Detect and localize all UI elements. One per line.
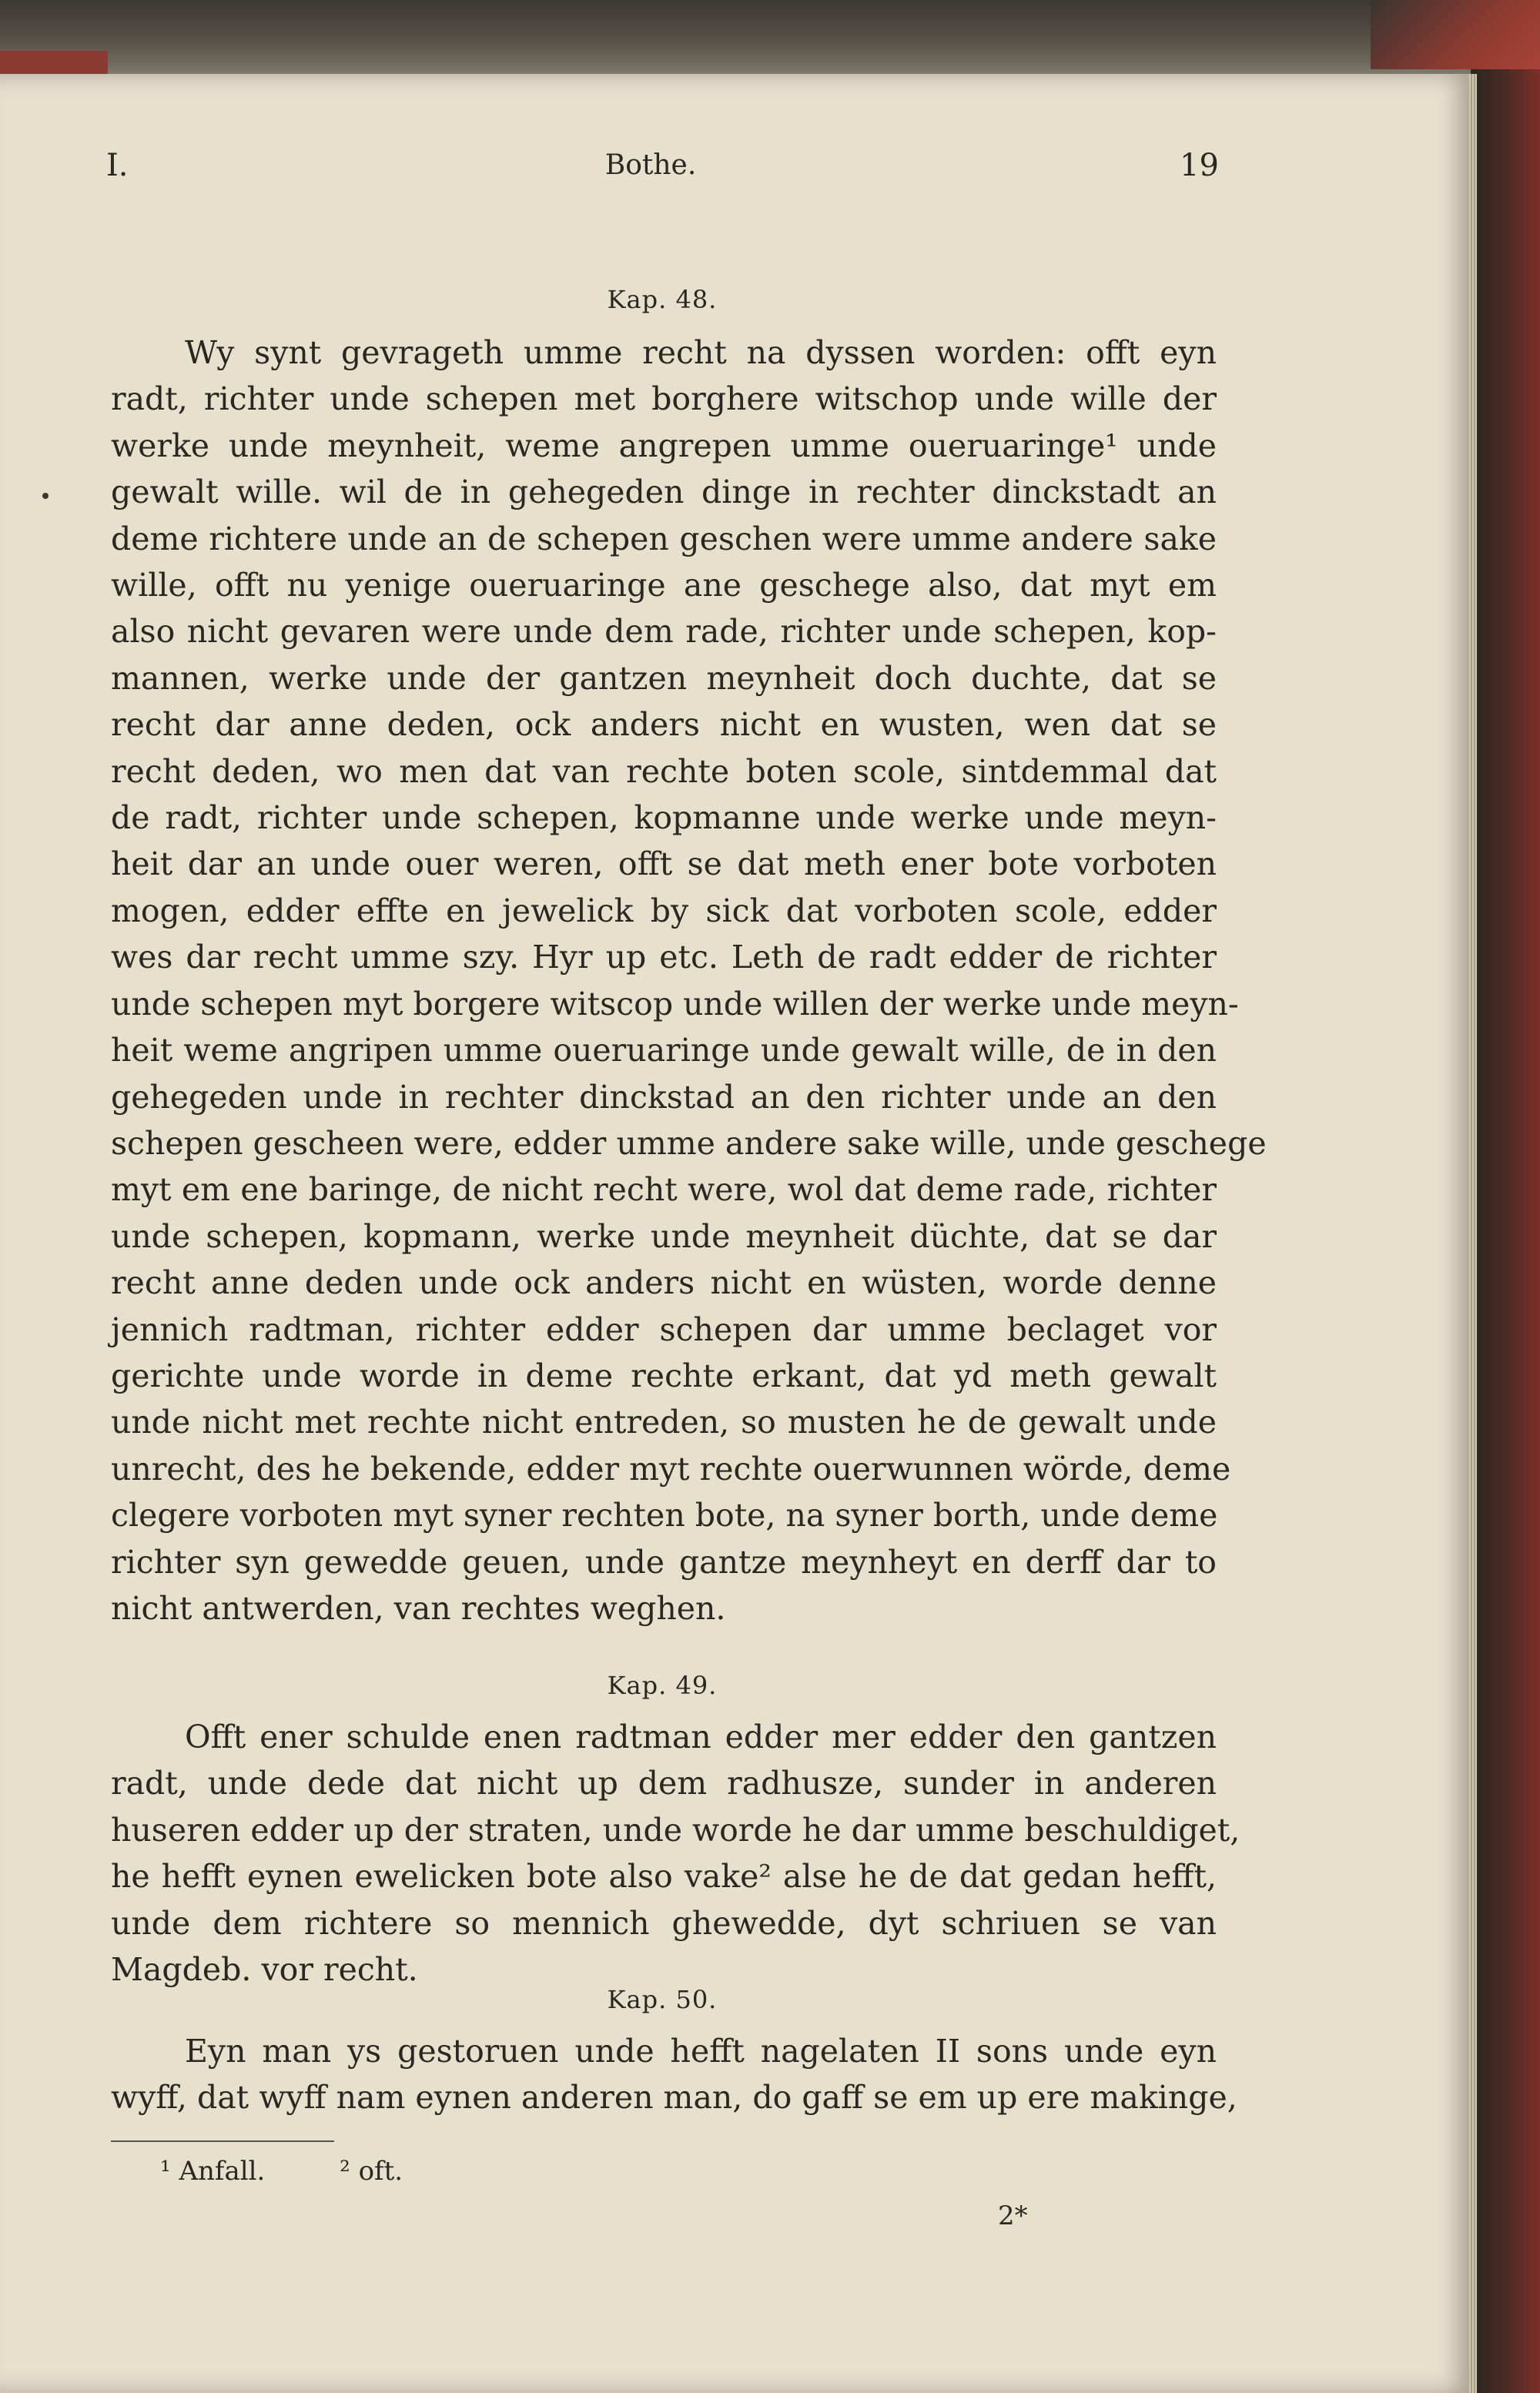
- text-line: unrecht, des he bekende, edder myt rechte ouerwunnen wörde, deme: [111, 1450, 1231, 1488]
- footnote-rule: [111, 2140, 334, 2142]
- running-head-part: I.: [106, 148, 129, 183]
- text-line: mogen, edder effte en jewelick by sick dat vorboten scole, edder: [111, 892, 1217, 929]
- text-line: gerichte unde worde in deme rechte erkant, dat yd meth gewalt: [111, 1357, 1217, 1394]
- text-line: jennich radtman, richter edder schepen dar umme beclaget vor: [111, 1310, 1217, 1348]
- footnote: ¹ Anfall.: [160, 2156, 266, 2187]
- footnotes: [160, 2154, 469, 2188]
- running-head-title: Bothe.: [604, 149, 697, 181]
- text-line: huseren edder up der straten, unde worde he dar umme beschuldiget,: [111, 1811, 1240, 1849]
- chapter-heading: Kap. 48.: [607, 285, 718, 314]
- text-line: Magdeb. vor recht.: [111, 1951, 418, 1989]
- signature-mark: 2*: [998, 2201, 1028, 2231]
- text-line: unde dem richtere so mennich ghewedde, dyt schriuen se van: [111, 1904, 1217, 1942]
- text-line: heit weme angripen umme oueruaringe unde gewalt wille, de in den: [111, 1032, 1217, 1069]
- margin-mark: [42, 493, 49, 499]
- text-line: nicht antwerden, van rechtes weghen.: [111, 1589, 726, 1627]
- cover-edge-right: [1471, 0, 1540, 2393]
- text-line: wille, offt nu yenige oueruaringe ane geschege also, dat myt em: [111, 567, 1217, 604]
- text-line: wyff, dat wyff nam eynen anderen man, do gaff se em up ere makinge,: [111, 2079, 1237, 2117]
- chapter-heading: Kap. 49.: [607, 1671, 718, 1700]
- text-line: Wy synt gevrageth umme recht na dyssen worden: offt eyn: [185, 334, 1217, 371]
- text-line: unde nicht met rechte nicht entreden, so musten he de gewalt unde: [111, 1404, 1217, 1441]
- text-line: radt, richter unde schepen met borghere witschop unde wille der: [111, 380, 1217, 418]
- page-number: 19: [1180, 148, 1219, 183]
- chapter-body: [111, 330, 1267, 1632]
- text-line: myt em ene baringe, de nicht recht were, wol dat deme rade, richter: [111, 1171, 1217, 1209]
- text-line: recht anne deden unde ock anders nicht en wüsten, worde denne: [111, 1264, 1217, 1302]
- text-line: Eyn man ys gestoruen unde hefft nagelaten II sons unde eyn: [185, 2033, 1217, 2070]
- chapter-body: [111, 2028, 1237, 2121]
- text-line: unde schepen myt borgere witscop unde willen der werke unde meyn-: [111, 985, 1239, 1022]
- footnote: ² oft.: [340, 2156, 403, 2187]
- text-line: gehegeden unde in rechter dinckstad an den richter unde an den: [111, 1078, 1217, 1116]
- text-line: unde schepen, kopmann, werke unde meynheit düchte, dat se dar: [111, 1217, 1217, 1255]
- text-line: heit dar an unde ouer weren, offt se dat meth ener bote vorboten: [111, 845, 1217, 883]
- text-line: schepen gescheen were, edder umme andere sake wille, unde geschege: [111, 1124, 1267, 1162]
- text-line: radt, unde dede dat nicht up dem radhusze, sunder in anderen: [111, 1765, 1217, 1802]
- chapter-heading: Kap. 50.: [607, 1985, 718, 2014]
- text-line: gewalt wille. wil de in gehegeden dinge in rechter dinckstadt an: [111, 474, 1217, 511]
- text-line: deme richtere unde an de schepen geschen were umme andere sake: [111, 520, 1217, 557]
- text-line: Offt ener schulde enen radtman edder mer edder den gantzen: [185, 1719, 1217, 1755]
- chapter-body: [111, 1714, 1240, 1993]
- text-line: mannen, werke unde der gantzen meynheit doch duchte, dat se: [111, 659, 1217, 697]
- text-line: recht dar anne deden, ock anders nicht en wusten, wen dat se: [111, 706, 1217, 744]
- text-line: de radt, richter unde schepen, kopmanne unde werke unde meyn-: [111, 799, 1217, 837]
- text-line: richter syn gewedde geuen, unde gantze meynheyt en derff dar to: [111, 1543, 1217, 1581]
- text-line: also nicht gevaren were unde dem rade, richter unde schepen, kop-: [111, 613, 1217, 651]
- text-line: werke unde meynheit, weme angrepen umme oueruaringe¹ unde: [111, 427, 1217, 464]
- text-line: clegere vorboten myt syner rechten bote, na syner borth, unde deme: [111, 1497, 1218, 1535]
- text-line: recht deden, wo men dat van rechte boten scole, sintdemmal dat: [111, 752, 1217, 790]
- text-line: he hefft eynen ewelicken bote also vake² alse he de dat gedan hefft,: [111, 1858, 1217, 1896]
- text-line: wes dar recht umme szy. Hyr up etc. Leth de radt edder de richter: [111, 939, 1217, 976]
